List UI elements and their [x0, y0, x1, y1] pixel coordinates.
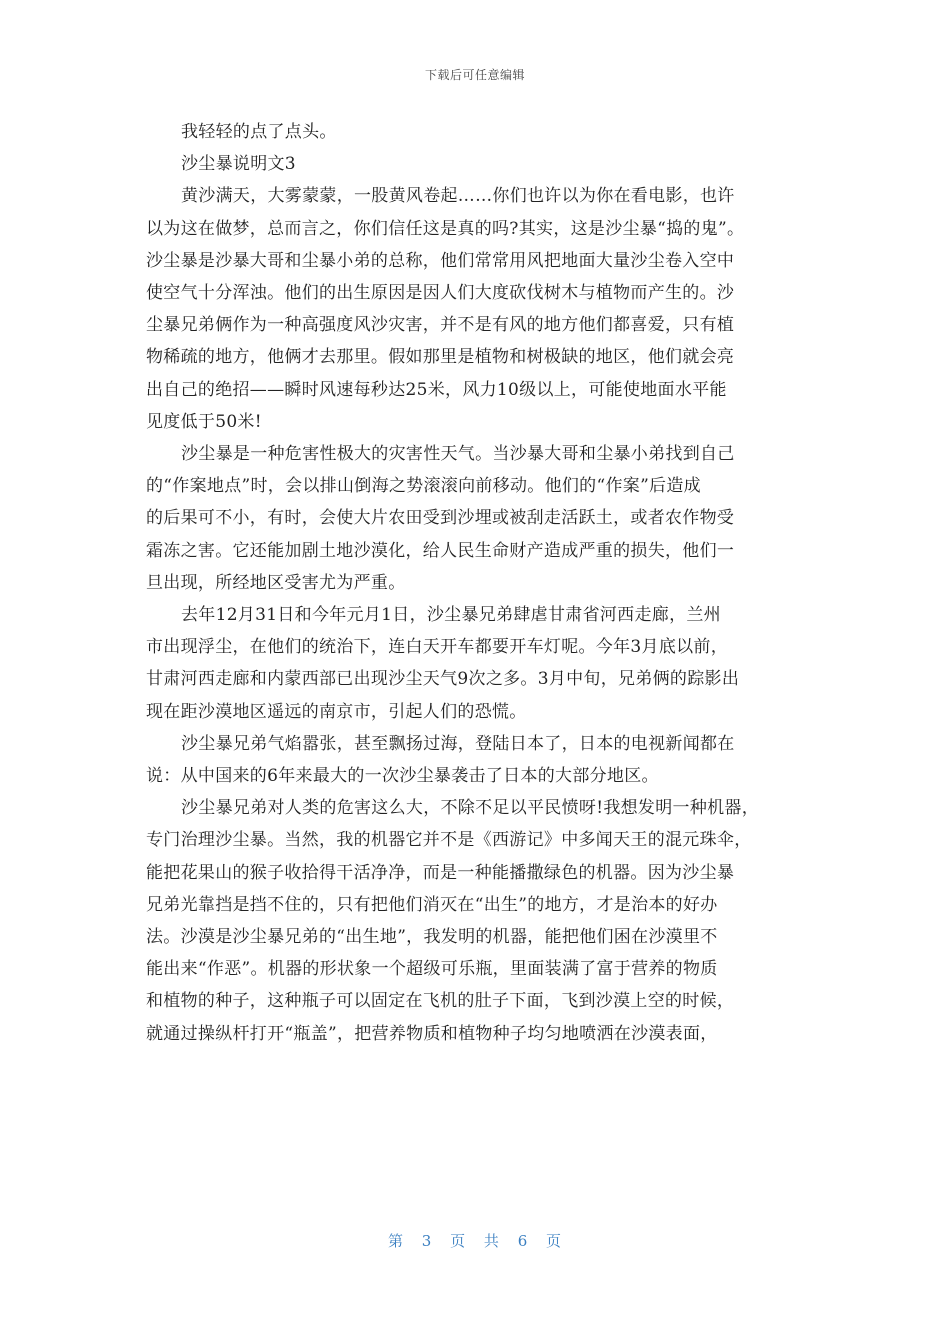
- text-line: 使空气十分浑浊。他们的出生原因是因人们大度砍伐树木与植物而产生的。沙: [146, 283, 735, 304]
- text-line: 旦出现，所经地区受害尤为严重。: [146, 572, 406, 593]
- text-line: 现在距沙漠地区遥远的南京市，引起人们的恐慌。: [146, 701, 527, 722]
- text-line: 专门治理沙尘暴。当然，我的机器它并不是《西游记》中多闻天王的混元珠伞，: [146, 830, 752, 851]
- section-title-text: 沙尘暴说明文3: [181, 154, 296, 175]
- paragraph-intro: [146, 116, 806, 148]
- paragraph-3: [146, 599, 806, 728]
- text-line: 甘肃河西走廊和内蒙西部已出现沙尘天气9次之多。3月中旬，兄弟俩的踪影出: [146, 669, 740, 690]
- total-page-number: 6: [517, 1232, 529, 1250]
- text-line: 的后果可不小，有时，会使大片农田受到沙埋或被刮走活跃土，或者农作物受: [146, 508, 735, 529]
- text-line: 法。沙漠是沙尘暴兄弟的“出生地”，我发明的机器，能把他们困在沙漠里不: [146, 927, 718, 948]
- text-line: 以为这在做梦，总而言之，你们信任这是真的吗?其实，这是沙尘暴“捣的鬼”。: [146, 218, 745, 239]
- text-line: 沙尘暴是一种危害性极大的灾害性天气。当沙暴大哥和尘暴小弟找到自己: [181, 444, 735, 465]
- page-label-di: 第: [387, 1232, 404, 1250]
- page-label-ye-end: 页: [546, 1232, 563, 1250]
- text-line: 沙尘暴是沙暴大哥和尘暴小弟的总称，他们常常用风把地面大量沙尘卷入空中: [146, 250, 735, 271]
- text-line: 的“作案地点”时，会以排山倒海之势滚滚向前移动。他们的“作案”后造成: [146, 476, 701, 497]
- text-line: 霜冻之害。它还能加剧土地沙漠化，给人民生命财产造成严重的损失，他们一: [146, 540, 735, 561]
- text-line: 我轻轻的点了点头。: [181, 122, 337, 142]
- text-line: 见度低于50米!: [146, 411, 262, 432]
- text-line: 物稀疏的地方，他俩才去那里。假如那里是植物和树极缺的地区，他们就会亮: [146, 347, 735, 368]
- page-header: 下载后可任意编辑: [424, 68, 525, 82]
- text-line: 沙尘暴兄弟对人类的危害这么大，不除不足以平民愤呀!我想发明一种机器，: [181, 798, 760, 819]
- text-line: 尘暴兄弟俩作为一种高强度风沙灾害，并不是有风的地方他们都喜爱，只有植: [146, 315, 735, 336]
- text-line: 沙尘暴兄弟气焰嚣张，甚至飘扬过海，登陆日本了，日本的电视新闻都在: [181, 733, 735, 754]
- text-line: 去年12月31日和今年元月1日，沙尘暴兄弟肆虐甘肃省河西走廊，兰州: [181, 605, 721, 626]
- current-page-number: 3: [421, 1232, 433, 1250]
- document-body: [146, 116, 806, 1050]
- text-line: 说：从中国来的6年来最大的一次沙尘暴袭击了日本的大部分地区。: [146, 766, 659, 787]
- page-footer: [0, 1230, 950, 1251]
- paragraph-2: [146, 438, 806, 599]
- paragraph-4: [146, 728, 806, 792]
- text-line: 能出来“作恶”。机器的形状象一个超级可乐瓶，里面装满了富于营养的物质: [146, 959, 718, 980]
- paragraph-1: [146, 180, 806, 438]
- text-line: 黄沙满天，大雾蒙蒙，一股黄风卷起……你们也许以为你在看电影，也许: [181, 186, 735, 207]
- section-title: [146, 148, 806, 180]
- text-line: 和植物的种子，这种瓶子可以固定在飞机的肚子下面，飞到沙漠上空的时候，: [146, 991, 735, 1012]
- text-line: 出自己的绝招——瞬时风速每秒达25米，风力10级以上，可能使地面水平能: [146, 379, 727, 400]
- text-line: 能把花果山的猴子收拾得干活净净，而是一种能播撒绿色的机器。因为沙尘暴: [146, 862, 735, 883]
- page-label-gong: 共: [483, 1232, 500, 1250]
- paragraph-5: [146, 792, 806, 1050]
- text-line: 市出现浮尘，在他们的统治下，连白天开车都要开车灯呢。今年3月底以前，: [146, 637, 729, 658]
- text-line: 兄弟光靠挡是挡不住的，只有把他们消灭在“出生”的地方，才是治本的好办: [146, 894, 718, 915]
- text-line: 就通过操纵杆打开“瓶盖”，把营养物质和植物种子均匀地喷洒在沙漠表面，: [146, 1023, 718, 1044]
- page-label-ye: 页: [450, 1232, 467, 1250]
